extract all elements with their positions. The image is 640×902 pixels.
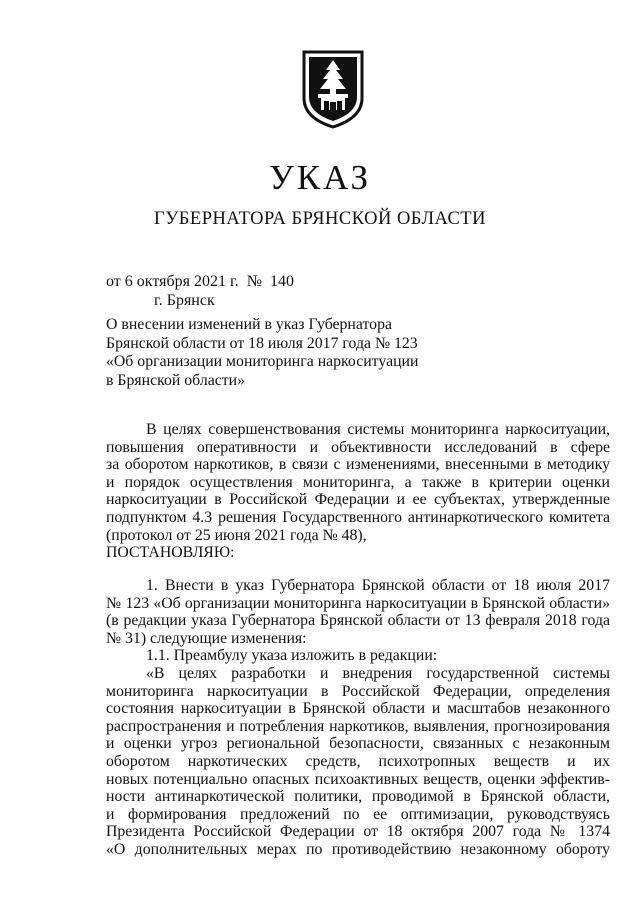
coat-of-arms-icon [300,48,366,130]
subject-line: в Брянской области» [106,371,245,389]
text-line: «В целях разработки и внедрения государственной системы [146,664,610,682]
text-line: и формирования предложений по ее оптимизации, руководствуясь [106,805,610,823]
text-line: оборотом наркотических средств, психотропных веществ и их [106,752,610,770]
document-city: г. Брянск [154,292,215,309]
text-line: состояния наркоситуации в Брянской области и масштабов незаконного [106,700,610,718]
document-date-number: от 6 октября 2021 г. № 140 [106,273,295,290]
text-line: № 31) следующие изменения: [106,629,307,647]
text-line: за оборотом наркотиков, в связи с изменениями, внесенными в методику [106,456,610,474]
text-line: «О дополнительных мерах по противодействию незаконному обороту [106,840,610,858]
subject-line: «Об организации мониторинга наркоситуации [106,353,419,370]
text-line: № 123 «Об организации мониторинга наркоситуации в Брянской области» [106,594,610,612]
text-line: 1. Внести в указ Губернатора Брянской области от 18 июля 2017 [146,577,610,594]
text-line: Президента Российской Федерации от 18 октября 2007 года № 1374 [106,823,610,841]
subsection-heading: 1.1. Преамбулу указа изложить в редакции: [146,647,438,665]
text-line: подпунктом 4.3 решения Государственного антинаркотического комитета [106,508,610,526]
subject-line: О внесении изменений в указ Губернатора [106,316,392,333]
decree-word: ПОСТАНОВЛЯЮ: [106,544,235,562]
text-line: мониторинга наркоситуации в Российской Федерации, определения [106,682,610,700]
text-line: и порядок осуществления мониторинга, а также в критерии оценки [106,473,610,491]
section-1 [106,577,610,859]
text-line: новых потенциально опасных психоактивных веществ, оценки эффектив- [106,770,610,788]
text-line: повышения оперативности и объективности исследований в сфере [106,438,610,456]
text-line: и оценки угроз региональной безопасности, связанных с незаконным [106,735,610,753]
text-line: ности антинаркотической политики, проводимой в Брянской области, [106,788,610,806]
preamble-paragraph [106,421,610,562]
text-line: (в редакции указа Губернатора Брянской области от 13 февраля 2018 года [106,612,610,630]
text-line: наркоситуации в Российской Федерации и ее субъектах, утвержденные [106,491,610,509]
text-line: В целях совершенствования системы мониторинга наркоситуации, [146,421,610,438]
text-line: распространения и потребления наркотиков, выявления, прогнозирования [106,717,610,735]
subject-line: Брянской области от 18 июля 2017 года № 123 [106,334,418,352]
document-subtitle: ГУБЕРНАТОРА БРЯНСКОЙ ОБЛАСТИ [154,209,486,229]
document-subject [106,316,419,390]
text-line: (протокол от 25 июня 2021 года № 48), [106,526,367,544]
document-title: УКАЗ [268,158,372,197]
